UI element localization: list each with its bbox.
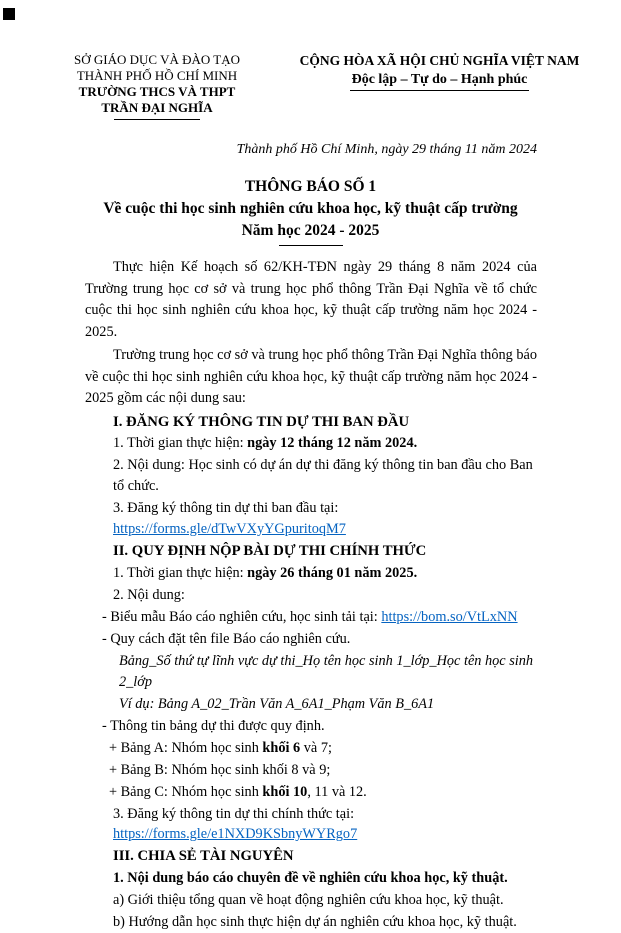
section-2-item-1 xyxy=(85,563,537,584)
title-school-year: Năm học 2024 - 2025 xyxy=(241,222,380,239)
org-line-school-name: TRẦN ĐẠI NGHĨA xyxy=(101,100,213,115)
section-3-subheading: 1. Nội dung báo cáo chuyên đề về nghiên cứu khoa học, kỹ thuật. xyxy=(113,870,508,887)
org-line-school-type: TRƯỜNG THCS VÀ THPT xyxy=(78,84,236,99)
section-1-item-3 xyxy=(85,498,537,540)
board-c-grade: khối 10 xyxy=(262,783,308,800)
section-1-item-2: 2. Nội dung: Học sinh có dự án dự thi đăng ký thông tin ban đầu cho Ban tổ chức. xyxy=(113,457,533,495)
document-body xyxy=(85,257,537,933)
report-template-link[interactable]: https://bom.so/VtLxNN xyxy=(381,608,518,625)
org-underline-rule xyxy=(114,119,200,120)
org-line-department: SỞ GIÁO DỤC VÀ ĐÀO TẠO xyxy=(74,52,240,67)
section-3-heading: III. CHIA SẺ TÀI NGUYÊN xyxy=(113,848,294,865)
intro-paragraph-2: Trường trung học cơ sở và trung học phổ thông Trần Đại Nghĩa thông báo về cuộc thi học sinh nghiên cứu khoa học, kỹ thuật cấp trường năm học 2024 - 2025 gồm các nội dung sau: xyxy=(85,347,537,406)
file-naming-rule-line: - Quy cách đặt tên file Báo cáo nghiên cứu. xyxy=(102,630,351,647)
board-b-line: + Bảng B: Nhóm học sinh khối 8 và 9; xyxy=(109,761,331,778)
title-subject: Về cuộc thi học sinh nghiên cứu khoa học, kỹ thuật cấp trường xyxy=(103,200,518,217)
board-c-post: , 11 và 12. xyxy=(307,783,367,800)
initial-registration-link[interactable]: https://forms.gle/dTwVXyYGpuritoqM7 xyxy=(113,521,346,538)
section-1-heading: I. ĐĂNG KÝ THÔNG TIN DỰ THI BAN ĐẦU xyxy=(113,413,410,430)
section-2-item-1-date: ngày 26 tháng 01 năm 2025. xyxy=(247,565,418,582)
motto-nation-line: CỘNG HÒA XÃ HỘI CHỦ NGHĨA VIỆT NAM xyxy=(299,53,580,68)
official-registration-link[interactable]: https://forms.gle/e1NXD9KSbnyWYRgo7 xyxy=(113,826,358,843)
file-naming-example: Ví dụ: Bảng A_02_Trần Văn A_6A1_Phạm Văn B_6A1 xyxy=(119,695,435,712)
section-3-item-a: a) Giới thiệu tổng quan về hoạt động nghiên cứu khoa học, kỹ thuật. xyxy=(113,892,504,909)
issuing-org-block xyxy=(38,52,276,120)
document-header xyxy=(0,0,621,120)
report-template-label: - Biểu mẫu Báo cáo nghiên cứu, học sinh tải tại: xyxy=(102,608,382,625)
intro-paragraph-1: Thực hiện Kế hoạch số 62/KH-TĐN ngày 29 tháng 8 năm 2024 của Trường trung học cơ sở và trung học phổ thông Trần Đại Nghĩa về tổ chức cuộc thi học sinh nghiên cứu khoa học, kỹ thuật cấp trường năm học 2024 - 2025. xyxy=(85,259,537,340)
section-2-heading: II. QUY ĐỊNH NỘP BÀI DỰ THI CHÍNH THỨC xyxy=(113,543,427,560)
section-1-item-1 xyxy=(85,433,537,454)
section-1-item-3-label: 3. Đăng ký thông tin dự thi ban đầu tại: xyxy=(113,500,339,517)
section-2-item-3-label: 3. Đăng ký thông tin dự thi chính thức tại: xyxy=(113,805,355,822)
file-naming-pattern: Bảng_Số thứ tự lĩnh vực dự thi_Họ tên học sinh 1_lớp_Học tên học sinh 2_lớp xyxy=(119,652,534,690)
document-title-block xyxy=(0,176,621,246)
national-motto-block xyxy=(276,52,603,120)
section-2-item-1-label: 1. Thời gian thực hiện: xyxy=(113,565,248,582)
board-a-post: và 7; xyxy=(300,739,332,756)
section-2-item-2: 2. Nội dung: xyxy=(113,587,185,603)
title-announcement-number: THÔNG BÁO SỐ 1 xyxy=(244,178,377,195)
board-a-line xyxy=(85,738,537,759)
section-1-item-1-label: 1. Thời gian thực hiện: xyxy=(113,435,248,452)
section-2-item-3 xyxy=(85,804,537,846)
report-template-line xyxy=(85,607,537,628)
board-a-pre: + Bảng A: Nhóm học sinh xyxy=(109,739,263,756)
board-info-line: - Thông tin bảng dự thi được quy định. xyxy=(102,717,325,734)
org-line-city: THÀNH PHỐ HỒ CHÍ MINH xyxy=(76,68,238,83)
board-c-pre: + Bảng C: Nhóm học sinh xyxy=(109,783,263,800)
date-place-line: Thành phố Hồ Chí Minh, ngày 29 tháng 11 năm 2024 xyxy=(236,142,537,157)
board-a-grade: khối 6 xyxy=(262,739,301,756)
board-c-line xyxy=(85,782,537,803)
scan-corner-mark xyxy=(3,8,15,20)
section-3-item-b: b) Hướng dẫn học sinh thực hiện dự án nghiên cứu khoa học, kỹ thuật. xyxy=(113,914,517,931)
section-1-item-1-date: ngày 12 tháng 12 năm 2024. xyxy=(247,435,418,452)
title-underline-rule xyxy=(279,245,343,246)
motto-independence-line: Độc lập – Tự do – Hạnh phúc xyxy=(350,71,530,91)
